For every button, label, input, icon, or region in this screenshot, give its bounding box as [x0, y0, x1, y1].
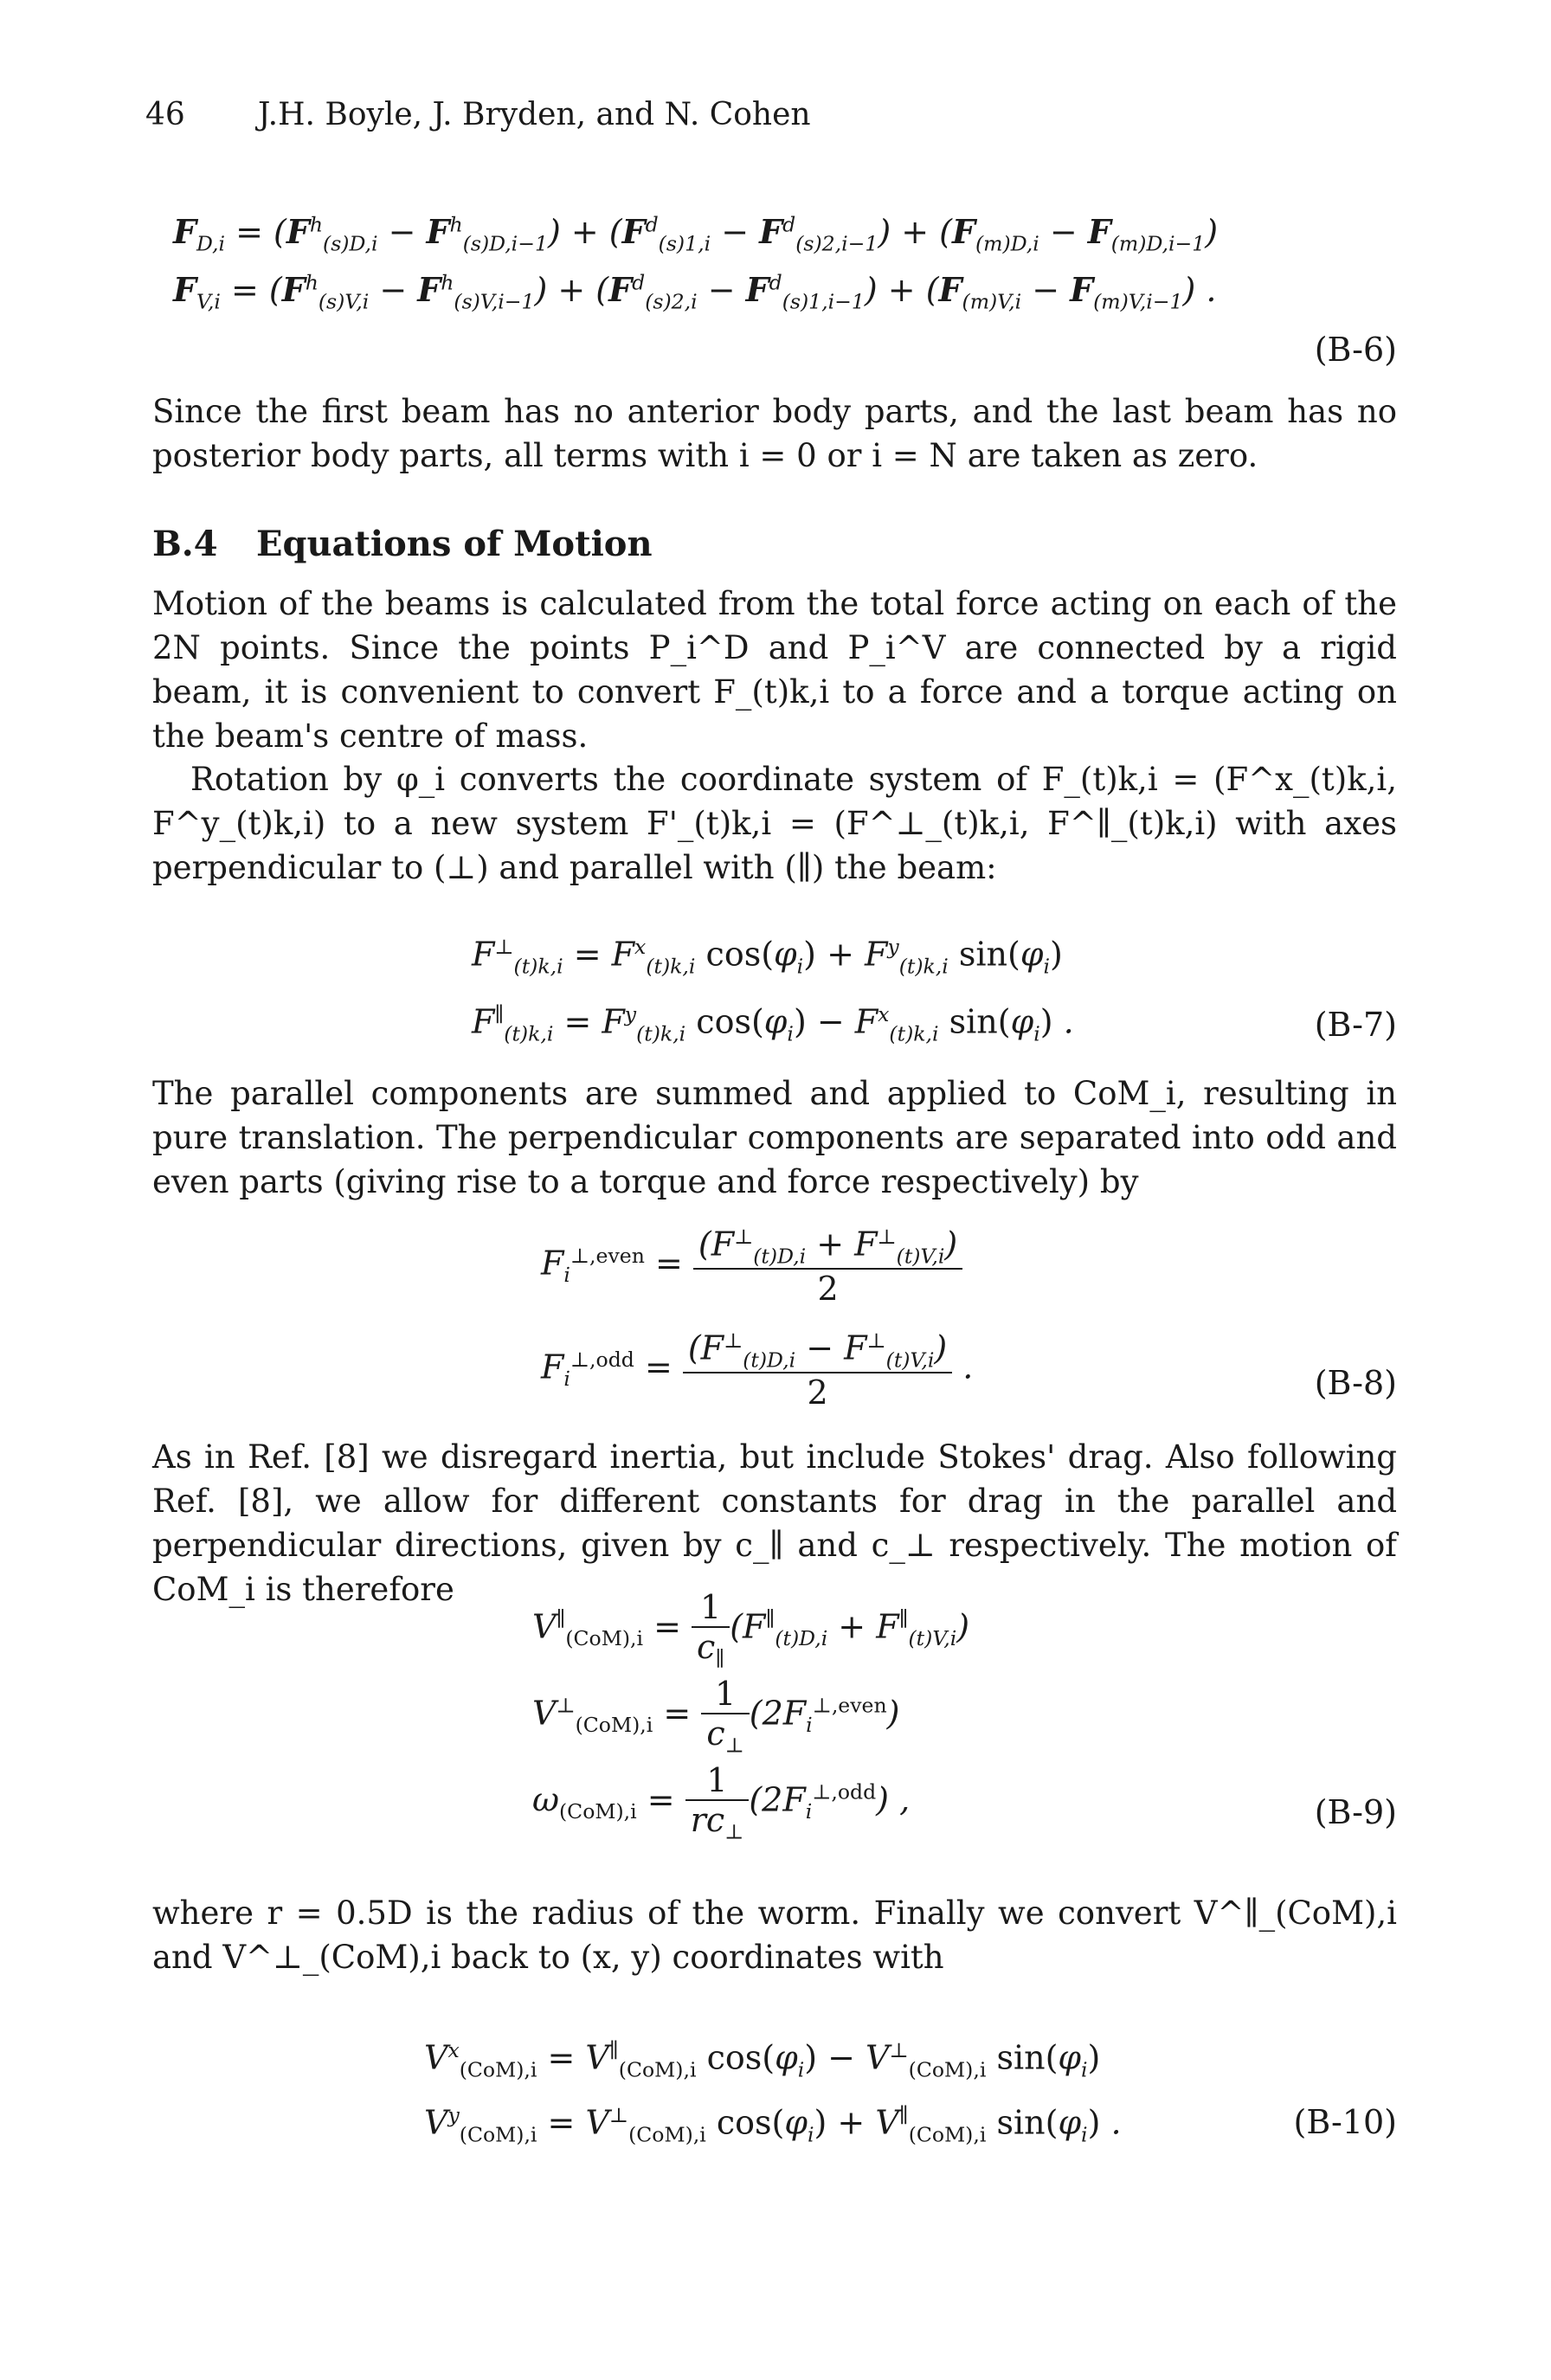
- equation-b10-line1: $V^x_{(CoM),i} = V^\parallel_{(CoM),i}$ $\cos(\varphi_i) - V^\perp_{(CoM),i}$ $\sin(\varphi_i)$: [424, 2038, 1101, 2082]
- section-number: B.4: [152, 524, 218, 564]
- equation-b8-line1: $F_i^{\perp,even}$ = $\frac{(F^\perp_{(t)D,i} + F^\perp_{(t)V,i})}{2}$: [541, 1225, 962, 1308]
- equation-label-b6: (B-6): [1314, 331, 1397, 369]
- equation-b7-line2: $F^\parallel_{(t)k,i} = F^y_{(t)k,i}$ $\cos(\varphi_i) - F^x_{(t)k,i}$ $\sin(\varphi_i)$ .: [472, 1002, 1074, 1046]
- running-header: [145, 97, 811, 132]
- equation-label-b7: (B-7): [1314, 1006, 1397, 1044]
- equation-b9-line3: $\omega_{(CoM),i}$ = $\frac{1}{rc_\perp}$ $(2F_i^{\perp,odd})$ ,: [532, 1761, 911, 1844]
- equation-b6-line2: $F_{V,i} = (F^h_{(s)V,i} - F^h_{(s)V,i-1}) + (F^d_{(s)2,i} - F^d_{(s)1,i-1}) + (F_{(m)V,i} - F_{(m)V,i-1})$ .: [173, 270, 1217, 314]
- paragraph-rotation: Rotation by φ_i converts the coordinate system of F_(t)k,i = (F^x_(t)k,i, F^y_(t)k,i) to a new system F'_(t)k,i = (F^⊥_(t)k,i, F^∥_(t)k,i) with axes perpendicular to (⊥) and parallel with (∥) the beam:: [152, 761, 1397, 886]
- paragraph-parallel-components: The parallel components are summed and applied to CoM_i, resulting in pure translation. The perpendicular components are separated into odd and even parts (giving rise to a torque and force respectively) by: [152, 1075, 1397, 1200]
- header-authors: J.H. Boyle, J. Bryden, and N. Cohen: [258, 97, 811, 132]
- paragraph-convert-back: where r = 0.5D is the radius of the worm. Finally we convert V^∥_(CoM),i and V^⊥_(CoM),i back to (x, y) coordinates with: [152, 1894, 1397, 1976]
- page-number: 46: [145, 97, 185, 132]
- paragraph-stokes-drag: As in Ref. [8] we disregard inertia, but include Stokes' drag. Also following Ref. [8], we allow for different constants for drag in the parallel and perpendicular directions, given by c_∥ and c_⊥ respectively. The motion of CoM_i is therefore: [152, 1438, 1397, 1608]
- equation-label-b9: (B-9): [1314, 1793, 1397, 1831]
- equation-b6-line1: $F_{D,i} = (F^h_{(s)D,i} - F^h_{(s)D,i-1}) + (F^d_{(s)1,i} - F^d_{(s)2,i-1}) + (F_{(m)D,i} - F_{(m)D,i-1})$: [173, 212, 1219, 256]
- equation-b10-line2: $V^y_{(CoM),i} = V^\perp_{(CoM),i}$ $\cos(\varphi_i) + V^\parallel_{(CoM),i}$ $\sin(\varphi_i)$ .: [424, 2103, 1122, 2147]
- equation-b8-line2: $F_i^{\perp,odd}$ = $\frac{(F^\perp_{(t)D,i} - F^\perp_{(t)V,i})}{2}$ .: [541, 1328, 974, 1412]
- equation-b9-line2: $V^\perp_{(CoM),i}$ = $\frac{1}{c_\perp}$ $(2F_i^{\perp,even})$: [532, 1675, 900, 1758]
- equation-b7-line1: $F^\perp_{(t)k,i} = F^x_{(t)k,i}$ $\cos(\varphi_i) + F^y_{(t)k,i}$ $\sin(\varphi_i)$: [472, 935, 1063, 979]
- section-heading: [152, 524, 653, 564]
- equation-label-b8: (B-8): [1314, 1364, 1397, 1402]
- paragraph-motion-intro: Motion of the beams is calculated from the total force acting on each of the 2N points. Since the points P_i^D and P_i^V are connected by a rigid beam, it is convenient to convert F_(t)k,i to a force and a torque acting on the beam's centre of mass.: [152, 585, 1397, 755]
- equation-b9-line1: $V^\parallel_{(CoM),i}$ = $\frac{1}{c_\parallel}$ $(F^\parallel_{(t)D,i} + F^\parallel_{(t)V,i})$: [532, 1588, 970, 1671]
- section-title: Equations of Motion: [256, 524, 653, 564]
- equation-label-b10: (B-10): [1293, 2103, 1397, 2141]
- paragraph-boundary-terms: Since the first beam has no anterior body parts, and the last beam has no posterior body parts, all terms with i = 0 or i = N are taken as zero.: [152, 393, 1397, 474]
